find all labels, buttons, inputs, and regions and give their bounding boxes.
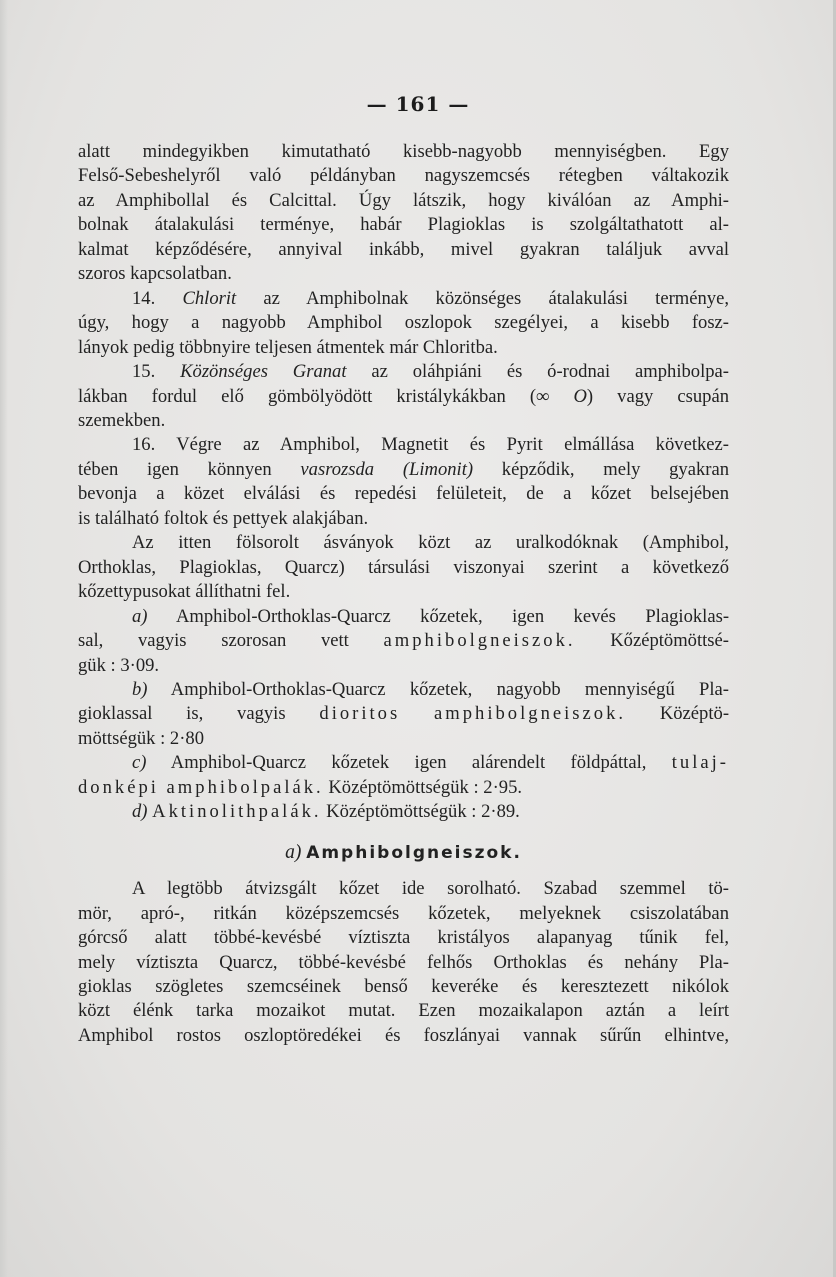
text-line: mör, apró-, ritkán középszemcsés kőzetek, melyeknek csiszolatában — [78, 902, 729, 924]
text-line — [78, 360, 729, 384]
text-fragment: Középtömöttségük : 2·95. — [328, 776, 523, 798]
text-fragment: Középtömöttségük : 2·89. — [326, 801, 520, 823]
term-italic: vasrozsda — [300, 458, 375, 480]
spaced-term: dioritos — [319, 703, 401, 725]
paragraph-opening — [78, 140, 729, 287]
page-number: — 161 — — [366, 92, 470, 116]
text-fragment: sal, vagyis szorosan vett — [78, 630, 349, 652]
text-fragment: Amphibol-Quarcz kőzetek igen alárendelt földpáttal, — [170, 752, 647, 774]
section-label: a) — [285, 841, 302, 863]
paragraph-type-b — [78, 678, 729, 751]
list-label: c) — [132, 752, 147, 774]
text-fragment: Amphibol-Orthoklas-Quarcz kőzetek, igen kevés Plagioklas- — [175, 605, 730, 627]
text-line: Orthoklas, Plagioklas, Quarcz) társulási viszonyai szerint a következő — [78, 556, 729, 578]
text-line — [78, 800, 729, 824]
spaced-term: tulaj- — [671, 752, 729, 774]
text-line: möttségük : 2·80 — [78, 727, 205, 749]
text-fragment: az Amphibolnak közönséges átalakulási terménye, — [263, 287, 729, 309]
spaced-term: donképi amphibolpalák. — [78, 776, 324, 798]
text-fragment: lákban fordul elő gömbölyödött kristálykákban ( — [78, 385, 537, 407]
list-label: a) — [132, 605, 148, 627]
text-line — [78, 776, 729, 800]
body-text — [78, 140, 729, 1048]
paragraph-16 — [78, 433, 729, 531]
text-line — [78, 287, 729, 311]
text-line — [78, 629, 729, 653]
text-fragment: tében igen könnyen — [78, 458, 272, 480]
list-label: b) — [132, 678, 148, 700]
text-fragment: Kőzéptömöttsé- — [610, 630, 729, 652]
text-line: A legtöbb átvizsgált kőzet ide sorolható. Szabad szemmel tö- — [132, 878, 729, 900]
text-line: gioklas szögletes szemcséinek benső keveréke és keresztezett nikólok — [78, 975, 729, 997]
text-line — [78, 458, 729, 482]
paragraph-14 — [78, 287, 729, 360]
text-line: szoros kapcsolatban. — [78, 263, 232, 285]
text-line — [78, 751, 729, 775]
text-line: közt élénk tarka mozaikot mutat. Ezen mozaikalapon aztán a leírt — [78, 1000, 729, 1022]
text-line: bevonja a közet elválási és repedési felületeit, de a kőzet belsejében — [78, 483, 729, 505]
mineral-name: Chlorit — [182, 287, 237, 309]
paragraph-type-a — [78, 605, 729, 678]
paragraph-15 — [78, 360, 729, 433]
spaced-term: amphibolgneiszok. — [383, 630, 576, 652]
text-line: szemekben. — [78, 409, 166, 431]
text-line: kőzettypusokat állíthatni fel. — [78, 581, 291, 603]
paragraph-rock-types-intro — [78, 531, 729, 604]
text-line: Az itten fölsorolt ásványok közt az uralkodóknak (Amphibol, — [132, 532, 729, 554]
text-line: úgy, hogy a nagyobb Amphibol oszlopok szegélyei, a kisebb fosz- — [78, 312, 729, 334]
text-line: is található foltok és pettyek alakjában. — [78, 507, 369, 529]
text-line: mely víztiszta Quarcz, többé-kevésbé felhős Orthoklas és nehány Pla- — [78, 951, 729, 973]
paragraph-type-d — [78, 800, 729, 824]
text-fragment: ) vagy csupán — [586, 385, 729, 407]
text-fragment: Amphibol-Orthoklas-Quarcz kőzetek, nagyobb mennyiségű Pla- — [170, 678, 730, 700]
item-number: 14. — [132, 287, 156, 309]
text-fragment: gioklassal is, vagyis — [78, 703, 286, 725]
text-fragment: Középtö- — [659, 703, 730, 725]
text-line: Felső-Sebeshelyről való példányban nagyszemcsés rétegben váltakozik — [78, 165, 729, 187]
text-line: kalmat képződésére, annyival inkább, mivel gyakran találjuk avval — [78, 238, 729, 260]
list-label: d) — [132, 801, 148, 823]
text-line: Amphibol rostos oszloptöredékei és foszlányai vannak sűrűn elhintve, — [78, 1024, 729, 1046]
text-fragment: az oláhpiáni és ó-rodnai amphibolpa- — [371, 361, 730, 383]
item-number: 15. — [132, 361, 156, 383]
text-line — [78, 385, 729, 409]
term-italic: (Limonit) — [402, 458, 474, 480]
text-line — [78, 605, 729, 629]
section-heading — [78, 841, 729, 865]
paragraph-type-c — [78, 751, 729, 800]
crystal-symbol: ∞ O — [536, 385, 587, 407]
text-line: bolnak átalakulási terménye, habár Plagioklas is szolgáltathatott al- — [78, 214, 729, 236]
paragraph-amphibolgneisz — [78, 877, 729, 1048]
text-fragment: képződik, mely gyakran — [501, 458, 730, 480]
text-line: górcső alatt többé-kevésbé víztiszta kristályos alapanyag tűnik fel, — [78, 927, 729, 949]
spaced-term: amphibolgneiszok. — [434, 703, 627, 725]
text-line: 16. Végre az Amphibol, Magnetit és Pyrit elmállása következ- — [132, 434, 729, 456]
text-line: gük : 3·09. — [78, 654, 160, 676]
text-line: lányok pedig többnyire teljesen átmentek már Chloritba. — [78, 336, 498, 358]
section-title: Amphibolgneiszok. — [306, 842, 522, 863]
text-line — [78, 678, 729, 702]
spaced-term: Aktinolithpalák. — [152, 801, 322, 823]
text-line: alatt mindegyikben kimutatható kisebb-nagyobb mennyiségben. Egy — [78, 141, 729, 162]
mineral-name: Közönséges Granat — [180, 361, 347, 383]
text-line — [78, 702, 729, 726]
page-edge-shadow — [0, 0, 8, 1277]
text-line: az Amphibollal és Calcittal. Úgy látszik, hogy kiválóan az Amphi- — [78, 189, 729, 211]
